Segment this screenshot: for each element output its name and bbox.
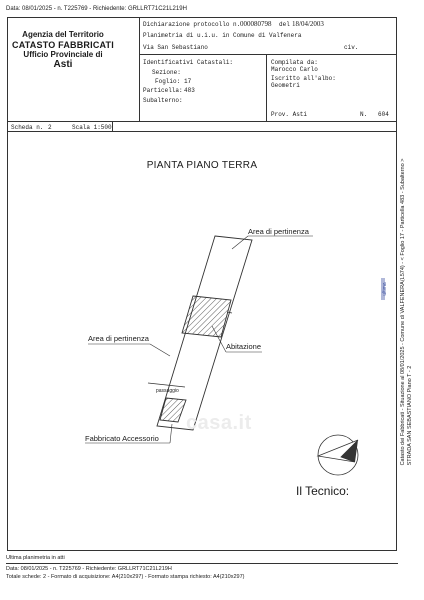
- compilata-label: Compilata da:: [271, 59, 318, 66]
- side-vertical-text: [400, 159, 414, 466]
- north-arrow: [318, 435, 358, 475]
- side-line-1: Catasto dei Fabbricati - Situazione al 08/01/2025 - Comune di VALFENERA(L574) - < Foglio 17 - Particella 483 - Subalterno >: [400, 158, 406, 466]
- protocol-number: 000080798: [240, 20, 272, 28]
- watermark: casa.it: [186, 412, 252, 434]
- province-label: Prov. Asti: [271, 111, 308, 118]
- foglio-value: 17: [184, 78, 192, 85]
- iscritto-label: Iscritto all'albo:: [271, 75, 336, 82]
- n-value: 604: [378, 111, 389, 118]
- declaration-date: 18/04/2003: [292, 20, 324, 28]
- subalterno-label: Subalterno:: [143, 97, 183, 104]
- n-label: N.: [360, 111, 368, 118]
- planimetria-label: Planimetria di u.i.u. in Comune di Valfenera: [143, 32, 302, 39]
- catasto-fabbricati: CATASTO FABBRICATI: [12, 40, 114, 50]
- plan-title: PIANTA PIANO TERRA: [146, 160, 258, 171]
- label-abitazione: Abitazione: [226, 342, 262, 351]
- passaggio-line: [148, 383, 185, 387]
- scheda-value: 2: [48, 124, 52, 131]
- particella-label: Particella:: [143, 87, 183, 94]
- address: Via San Sebastiano: [143, 44, 208, 51]
- compilata-value: Marocco Carlo: [271, 66, 318, 73]
- footer-divider: [6, 563, 398, 564]
- label-area-pertinenza-top: Area di pertinenza: [248, 227, 309, 236]
- foglio-label: Foglio:: [155, 78, 181, 85]
- side-line-2: STRADA SAN SEBASTIANO Piano T - 2: [407, 365, 413, 466]
- agency-name: Agenzia del Territorio: [22, 30, 104, 39]
- side-stamp-text: ultima: [382, 282, 388, 296]
- footer-line-2: Data: 08/01/2025 - n. T225769 - Richiedente: GRLLRT71C21L219H: [6, 566, 172, 572]
- identifiers-title: Identificativi Catastali:: [143, 59, 234, 66]
- tecnico-label: Il Tecnico:: [296, 484, 350, 498]
- particella-value: 483: [184, 87, 195, 94]
- date-label: del: [279, 21, 290, 28]
- province-name: Asti: [53, 59, 73, 70]
- scala-label: Scala 1:500: [72, 124, 112, 131]
- civ-label: civ.: [344, 44, 359, 51]
- label-area-pertinenza-left: Area di pertinenza: [88, 334, 149, 343]
- label-passaggio: passaggio: [156, 388, 179, 394]
- fabbricato-accessorio-building: [160, 398, 186, 422]
- footer-ultima: Ultima planimetria in atti: [6, 555, 65, 561]
- ufficio-provinciale: Ufficio Provinciale di: [23, 50, 103, 59]
- top-meta-line: Data: 08/01/2025 - n. T225769 - Richiedente: GRLLRT71C21L219H: [6, 6, 187, 12]
- scheda-label: Scheda n.: [11, 124, 44, 131]
- sezione-label: Sezione:: [152, 69, 181, 76]
- protocol-label: Dichiarazione protocollo n.: [143, 21, 241, 28]
- footer-line-3: Totale schede: 2 - Formato di acquisizione: A4(210x297) - Formato stampa richiesto: A4(210x297): [6, 574, 245, 580]
- label-fabbricato-accessorio: Fabbricato Accessorio: [85, 434, 159, 443]
- iscritto-value: Geometri: [271, 82, 300, 89]
